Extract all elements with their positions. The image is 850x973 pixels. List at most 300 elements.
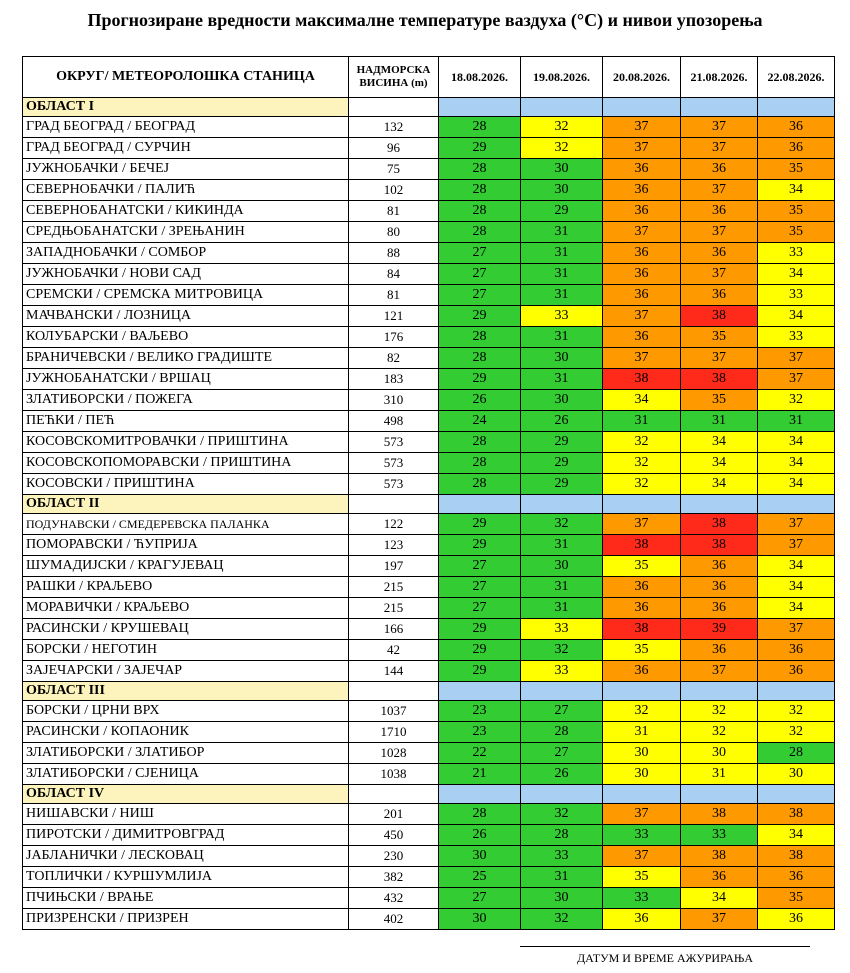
station-elevation: 144 [349,661,439,682]
table-row [23,474,835,495]
table-row [23,159,835,180]
temperature-cell: 30 [439,846,521,867]
temperature-cell: 34 [603,390,681,411]
temperature-cell: 32 [521,138,603,159]
station-elevation: 1038 [349,764,439,785]
region-row [23,495,835,514]
station-name: КОСОВСКИ / ПРИШТИНА [23,474,349,495]
temperature-cell: 29 [439,640,521,661]
table-row [23,743,835,764]
temperature-cell: 37 [681,661,758,682]
temperature-cell: 36 [603,180,681,201]
station-name: СРЕМСКИ / СРЕМСКА МИТРОВИЦА [23,285,349,306]
station-elevation: 1028 [349,743,439,764]
temperature-cell: 37 [758,535,835,556]
temperature-cell: 28 [521,825,603,846]
temperature-cell: 33 [521,846,603,867]
temperature-cell: 28 [521,722,603,743]
temperature-cell: 36 [681,556,758,577]
temperature-cell: 37 [681,180,758,201]
temperature-cell: 31 [521,264,603,285]
table-row [23,909,835,930]
temperature-cell: 35 [681,327,758,348]
temperature-cell: 31 [758,411,835,432]
table-row [23,369,835,390]
temperature-cell: 29 [521,432,603,453]
temperature-cell: 34 [681,888,758,909]
temperature-cell: 28 [439,453,521,474]
temperature-cell: 37 [603,804,681,825]
temperature-cell: 27 [439,243,521,264]
temperature-cell: 35 [603,640,681,661]
station-name: ЈУЖНОБАЧКИ / БЕЧЕЈ [23,159,349,180]
temperature-cell: 36 [603,201,681,222]
forecast-table [22,56,835,930]
station-elevation: 1710 [349,722,439,743]
temperature-cell: 30 [681,743,758,764]
table-row [23,701,835,722]
temperature-cell: 37 [681,909,758,930]
station-elevation: 88 [349,243,439,264]
table-row [23,846,835,867]
temperature-cell: 30 [603,764,681,785]
station-elevation: 81 [349,201,439,222]
region-spacer [681,495,758,514]
temperature-cell: 38 [681,535,758,556]
temperature-cell: 21 [439,764,521,785]
station-name: ПЧИЊСКИ / ВРАЊЕ [23,888,349,909]
temperature-cell: 29 [521,453,603,474]
temperature-cell: 37 [603,348,681,369]
station-elevation: 402 [349,909,439,930]
region-spacer [758,682,835,701]
station-elevation: 166 [349,619,439,640]
temperature-cell: 36 [758,117,835,138]
temperature-cell: 33 [758,285,835,306]
temperature-cell: 28 [439,180,521,201]
station-name: ТОПЛИЧКИ / КУРШУМЛИЈА [23,867,349,888]
temperature-cell: 38 [681,514,758,535]
temperature-cell: 36 [603,661,681,682]
station-name: СРЕДЊОБАНАТСКИ / ЗРЕЊАНИН [23,222,349,243]
region-spacer [439,495,521,514]
temperature-cell: 35 [681,390,758,411]
station-name: КОСОВСКОПОМОРАВСКИ / ПРИШТИНА [23,453,349,474]
temperature-cell: 35 [603,867,681,888]
temperature-cell: 36 [758,640,835,661]
table-row [23,619,835,640]
station-name: ПЕЋКИ / ПЕЋ [23,411,349,432]
temperature-cell: 36 [603,264,681,285]
temperature-cell: 34 [758,432,835,453]
region-spacer [439,682,521,701]
station-elevation: 121 [349,306,439,327]
region-spacer [521,682,603,701]
temperature-cell: 27 [439,556,521,577]
temperature-cell: 30 [521,348,603,369]
temperature-cell: 29 [521,474,603,495]
station-name: ЗАЈЕЧАРСКИ / ЗАЈЕЧАР [23,661,349,682]
station-name: ПОДУНАВСКИ / СМЕДЕРЕВСКА ПАЛАНКА [23,514,349,535]
temperature-cell: 37 [681,222,758,243]
temperature-cell: 32 [521,640,603,661]
station-name: МОРАВИЧКИ / КРАЉЕВО [23,598,349,619]
region-spacer [439,785,521,804]
temperature-cell: 31 [521,285,603,306]
station-name: РАШКИ / КРАЉЕВО [23,577,349,598]
temperature-cell: 27 [439,577,521,598]
station-name: РАСИНСКИ / КОПАОНИК [23,722,349,743]
temperature-cell: 36 [758,867,835,888]
station-elevation: 122 [349,514,439,535]
temperature-cell: 28 [439,159,521,180]
temperature-cell: 32 [603,701,681,722]
temperature-cell: 27 [521,701,603,722]
temperature-cell: 28 [439,117,521,138]
temperature-cell: 30 [521,159,603,180]
table-row [23,327,835,348]
station-elevation: 573 [349,474,439,495]
station-name: ЗЛАТИБОРСКИ / ЗЛАТИБОР [23,743,349,764]
station-elevation: 82 [349,348,439,369]
region-spacer [681,682,758,701]
temperature-cell: 29 [439,661,521,682]
station-elevation: 132 [349,117,439,138]
temperature-cell: 31 [521,222,603,243]
station-elevation: 197 [349,556,439,577]
header-date: 21.08.2026. [681,57,758,98]
temperature-cell: 28 [439,804,521,825]
temperature-cell: 30 [521,180,603,201]
region-spacer [603,682,681,701]
region-spacer [521,495,603,514]
table-row [23,432,835,453]
station-name: БОРСКИ / ЦРНИ ВРХ [23,701,349,722]
temperature-cell: 34 [758,598,835,619]
temperature-cell: 37 [681,264,758,285]
table-row [23,180,835,201]
temperature-cell: 34 [758,556,835,577]
temperature-cell: 33 [681,825,758,846]
temperature-cell: 31 [521,327,603,348]
temperature-cell: 31 [521,243,603,264]
header-date: 20.08.2026. [603,57,681,98]
table-row [23,535,835,556]
station-elevation: 201 [349,804,439,825]
temperature-cell: 31 [681,411,758,432]
region-spacer [521,98,603,117]
temperature-cell: 28 [439,474,521,495]
temperature-cell: 34 [681,453,758,474]
temperature-cell: 36 [681,867,758,888]
temperature-cell: 37 [681,348,758,369]
station-name: КОСОВСКОМИТРОВАЧКИ / ПРИШТИНА [23,432,349,453]
table-row [23,661,835,682]
region-spacer [521,785,603,804]
temperature-cell: 34 [681,432,758,453]
station-elevation: 573 [349,432,439,453]
temperature-cell: 37 [603,846,681,867]
station-elevation: 230 [349,846,439,867]
temperature-cell: 31 [521,369,603,390]
temperature-cell: 27 [521,743,603,764]
temperature-cell: 32 [603,432,681,453]
station-elevation: 183 [349,369,439,390]
temperature-cell: 37 [603,138,681,159]
region-spacer [681,98,758,117]
station-name: ПРИЗРЕНСКИ / ПРИЗРЕН [23,909,349,930]
temperature-cell: 30 [603,743,681,764]
region-spacer [349,495,439,514]
temperature-cell: 37 [758,514,835,535]
temperature-cell: 37 [758,619,835,640]
temperature-cell: 28 [758,743,835,764]
station-elevation: 498 [349,411,439,432]
station-name: ЗЛАТИБОРСКИ / ПОЖЕГА [23,390,349,411]
station-name: ЈУЖНОБАЧКИ / НОВИ САД [23,264,349,285]
temperature-cell: 29 [439,138,521,159]
table-row [23,804,835,825]
temperature-cell: 37 [758,348,835,369]
region-name: ОБЛАСТ III [23,682,349,701]
temperature-cell: 31 [521,598,603,619]
region-spacer [603,98,681,117]
temperature-cell: 34 [758,180,835,201]
table-row [23,556,835,577]
temperature-cell: 36 [603,285,681,306]
temperature-cell: 36 [681,285,758,306]
temperature-cell: 32 [681,701,758,722]
temperature-cell: 36 [758,909,835,930]
page-title: Прогнозиране вредности максималне температуре ваздуха (°C) и нивои упозорења [87,10,763,30]
temperature-cell: 28 [439,201,521,222]
temperature-cell: 35 [758,201,835,222]
station-elevation: 215 [349,577,439,598]
station-elevation: 81 [349,285,439,306]
temperature-cell: 27 [439,264,521,285]
temperature-cell: 33 [603,888,681,909]
temperature-cell: 32 [758,701,835,722]
temperature-cell: 38 [758,804,835,825]
temperature-cell: 35 [603,556,681,577]
station-name: ЗЛАТИБОРСКИ / СЈЕНИЦА [23,764,349,785]
station-name: БОРСКИ / НЕГОТИН [23,640,349,661]
region-spacer [758,98,835,117]
temperature-cell: 32 [758,390,835,411]
temperature-cell: 34 [758,453,835,474]
table-row [23,764,835,785]
temperature-cell: 36 [758,138,835,159]
temperature-cell: 37 [681,138,758,159]
temperature-cell: 37 [603,306,681,327]
temperature-cell: 26 [521,411,603,432]
temperature-cell: 32 [603,453,681,474]
station-name: МАЧВАНСКИ / ЛОЗНИЦА [23,306,349,327]
temperature-cell: 35 [758,888,835,909]
temperature-cell: 34 [758,577,835,598]
station-name: ПОМОРАВСКИ / ЋУПРИЈА [23,535,349,556]
temperature-cell: 38 [603,369,681,390]
temperature-cell: 35 [758,159,835,180]
temperature-cell: 38 [603,535,681,556]
station-elevation: 84 [349,264,439,285]
temperature-cell: 38 [681,306,758,327]
station-name: ГРАД БЕОГРАД / СУРЧИН [23,138,349,159]
station-elevation: 123 [349,535,439,556]
temperature-cell: 23 [439,701,521,722]
table-row [23,640,835,661]
table-row [23,222,835,243]
temperature-cell: 36 [681,201,758,222]
temperature-cell: 33 [521,661,603,682]
temperature-cell: 33 [603,825,681,846]
station-elevation: 215 [349,598,439,619]
temperature-cell: 33 [521,619,603,640]
update-datetime-label: ДАТУМ И ВРЕМЕ АЖУРИРАЊА [520,946,810,966]
table-row [23,306,835,327]
region-row [23,682,835,701]
table-row [23,825,835,846]
temperature-cell: 30 [521,390,603,411]
header-station: ОКРУГ/ МЕТЕОРОЛОШКА СТАНИЦА [23,57,349,98]
table-row [23,390,835,411]
table-row [23,348,835,369]
header-date: 19.08.2026. [521,57,603,98]
temperature-cell: 27 [439,285,521,306]
temperature-cell: 33 [758,327,835,348]
temperature-cell: 38 [681,804,758,825]
table-row [23,722,835,743]
table-row [23,138,835,159]
temperature-cell: 34 [758,825,835,846]
station-elevation: 176 [349,327,439,348]
temperature-cell: 24 [439,411,521,432]
temperature-cell: 32 [521,804,603,825]
temperature-cell: 28 [439,222,521,243]
temperature-cell: 31 [521,577,603,598]
table-row [23,117,835,138]
station-elevation: 310 [349,390,439,411]
table-body [23,98,835,930]
temperature-cell: 29 [439,514,521,535]
table-row [23,285,835,306]
station-elevation: 102 [349,180,439,201]
temperature-cell: 27 [439,598,521,619]
temperature-cell: 31 [603,722,681,743]
temperature-cell: 36 [603,909,681,930]
temperature-cell: 34 [758,264,835,285]
temperature-cell: 31 [603,411,681,432]
header-date: 18.08.2026. [439,57,521,98]
temperature-cell: 28 [439,327,521,348]
station-elevation: 80 [349,222,439,243]
temperature-cell: 35 [758,222,835,243]
region-name: ОБЛАСТ II [23,495,349,514]
region-spacer [758,785,835,804]
header-elevation: НАДМОРСКА ВИСИНА (m) [349,57,439,98]
table-row [23,888,835,909]
temperature-cell: 38 [603,619,681,640]
temperature-cell: 38 [681,846,758,867]
temperature-cell: 33 [758,243,835,264]
station-name: ЈАБЛАНИЧКИ / ЛЕСКОВАЦ [23,846,349,867]
temperature-cell: 33 [521,306,603,327]
table-row [23,514,835,535]
station-name: БРАНИЧЕВСКИ / ВЕЛИКО ГРАДИШТЕ [23,348,349,369]
temperature-cell: 25 [439,867,521,888]
region-spacer [349,98,439,117]
temperature-cell: 36 [603,327,681,348]
table-row [23,411,835,432]
temperature-cell: 26 [521,764,603,785]
temperature-cell: 32 [521,117,603,138]
region-row [23,785,835,804]
temperature-cell: 26 [439,390,521,411]
temperature-cell: 36 [758,661,835,682]
table-row [23,264,835,285]
temperature-cell: 36 [603,159,681,180]
region-spacer [603,495,681,514]
temperature-cell: 36 [681,577,758,598]
region-spacer [603,785,681,804]
station-elevation: 573 [349,453,439,474]
header-date: 22.08.2026. [758,57,835,98]
temperature-cell: 30 [521,556,603,577]
temperature-cell: 34 [681,474,758,495]
temperature-cell: 32 [521,514,603,535]
temperature-cell: 29 [439,535,521,556]
region-spacer [349,785,439,804]
table-row [23,867,835,888]
temperature-cell: 29 [439,369,521,390]
temperature-cell: 28 [439,348,521,369]
temperature-cell: 36 [603,577,681,598]
temperature-cell: 36 [681,640,758,661]
station-name: СЕВЕРНОБАНАТСКИ / КИКИНДА [23,201,349,222]
temperature-cell: 31 [521,867,603,888]
temperature-cell: 36 [681,243,758,264]
temperature-cell: 28 [439,432,521,453]
temperature-cell: 32 [681,722,758,743]
region-name: ОБЛАСТ IV [23,785,349,804]
region-name: ОБЛАСТ I [23,98,349,117]
station-name: НИШАВСКИ / НИШ [23,804,349,825]
temperature-cell: 30 [521,888,603,909]
region-spacer [349,682,439,701]
station-name: РАСИНСКИ / КРУШЕВАЦ [23,619,349,640]
temperature-cell: 38 [758,846,835,867]
temperature-cell: 30 [439,909,521,930]
station-elevation: 96 [349,138,439,159]
table-row [23,201,835,222]
station-elevation: 450 [349,825,439,846]
temperature-cell: 36 [603,243,681,264]
region-spacer [681,785,758,804]
temperature-cell: 30 [758,764,835,785]
station-elevation: 75 [349,159,439,180]
temperature-cell: 34 [758,474,835,495]
temperature-cell: 32 [758,722,835,743]
temperature-cell: 23 [439,722,521,743]
temperature-cell: 37 [681,117,758,138]
station-name: ШУМАДИЈСКИ / КРАГУЈЕВАЦ [23,556,349,577]
table-row [23,453,835,474]
temperature-cell: 31 [681,764,758,785]
table-row [23,598,835,619]
station-name: ЈУЖНОБАНАТСКИ / ВРШАЦ [23,369,349,390]
station-elevation: 432 [349,888,439,909]
region-row [23,98,835,117]
